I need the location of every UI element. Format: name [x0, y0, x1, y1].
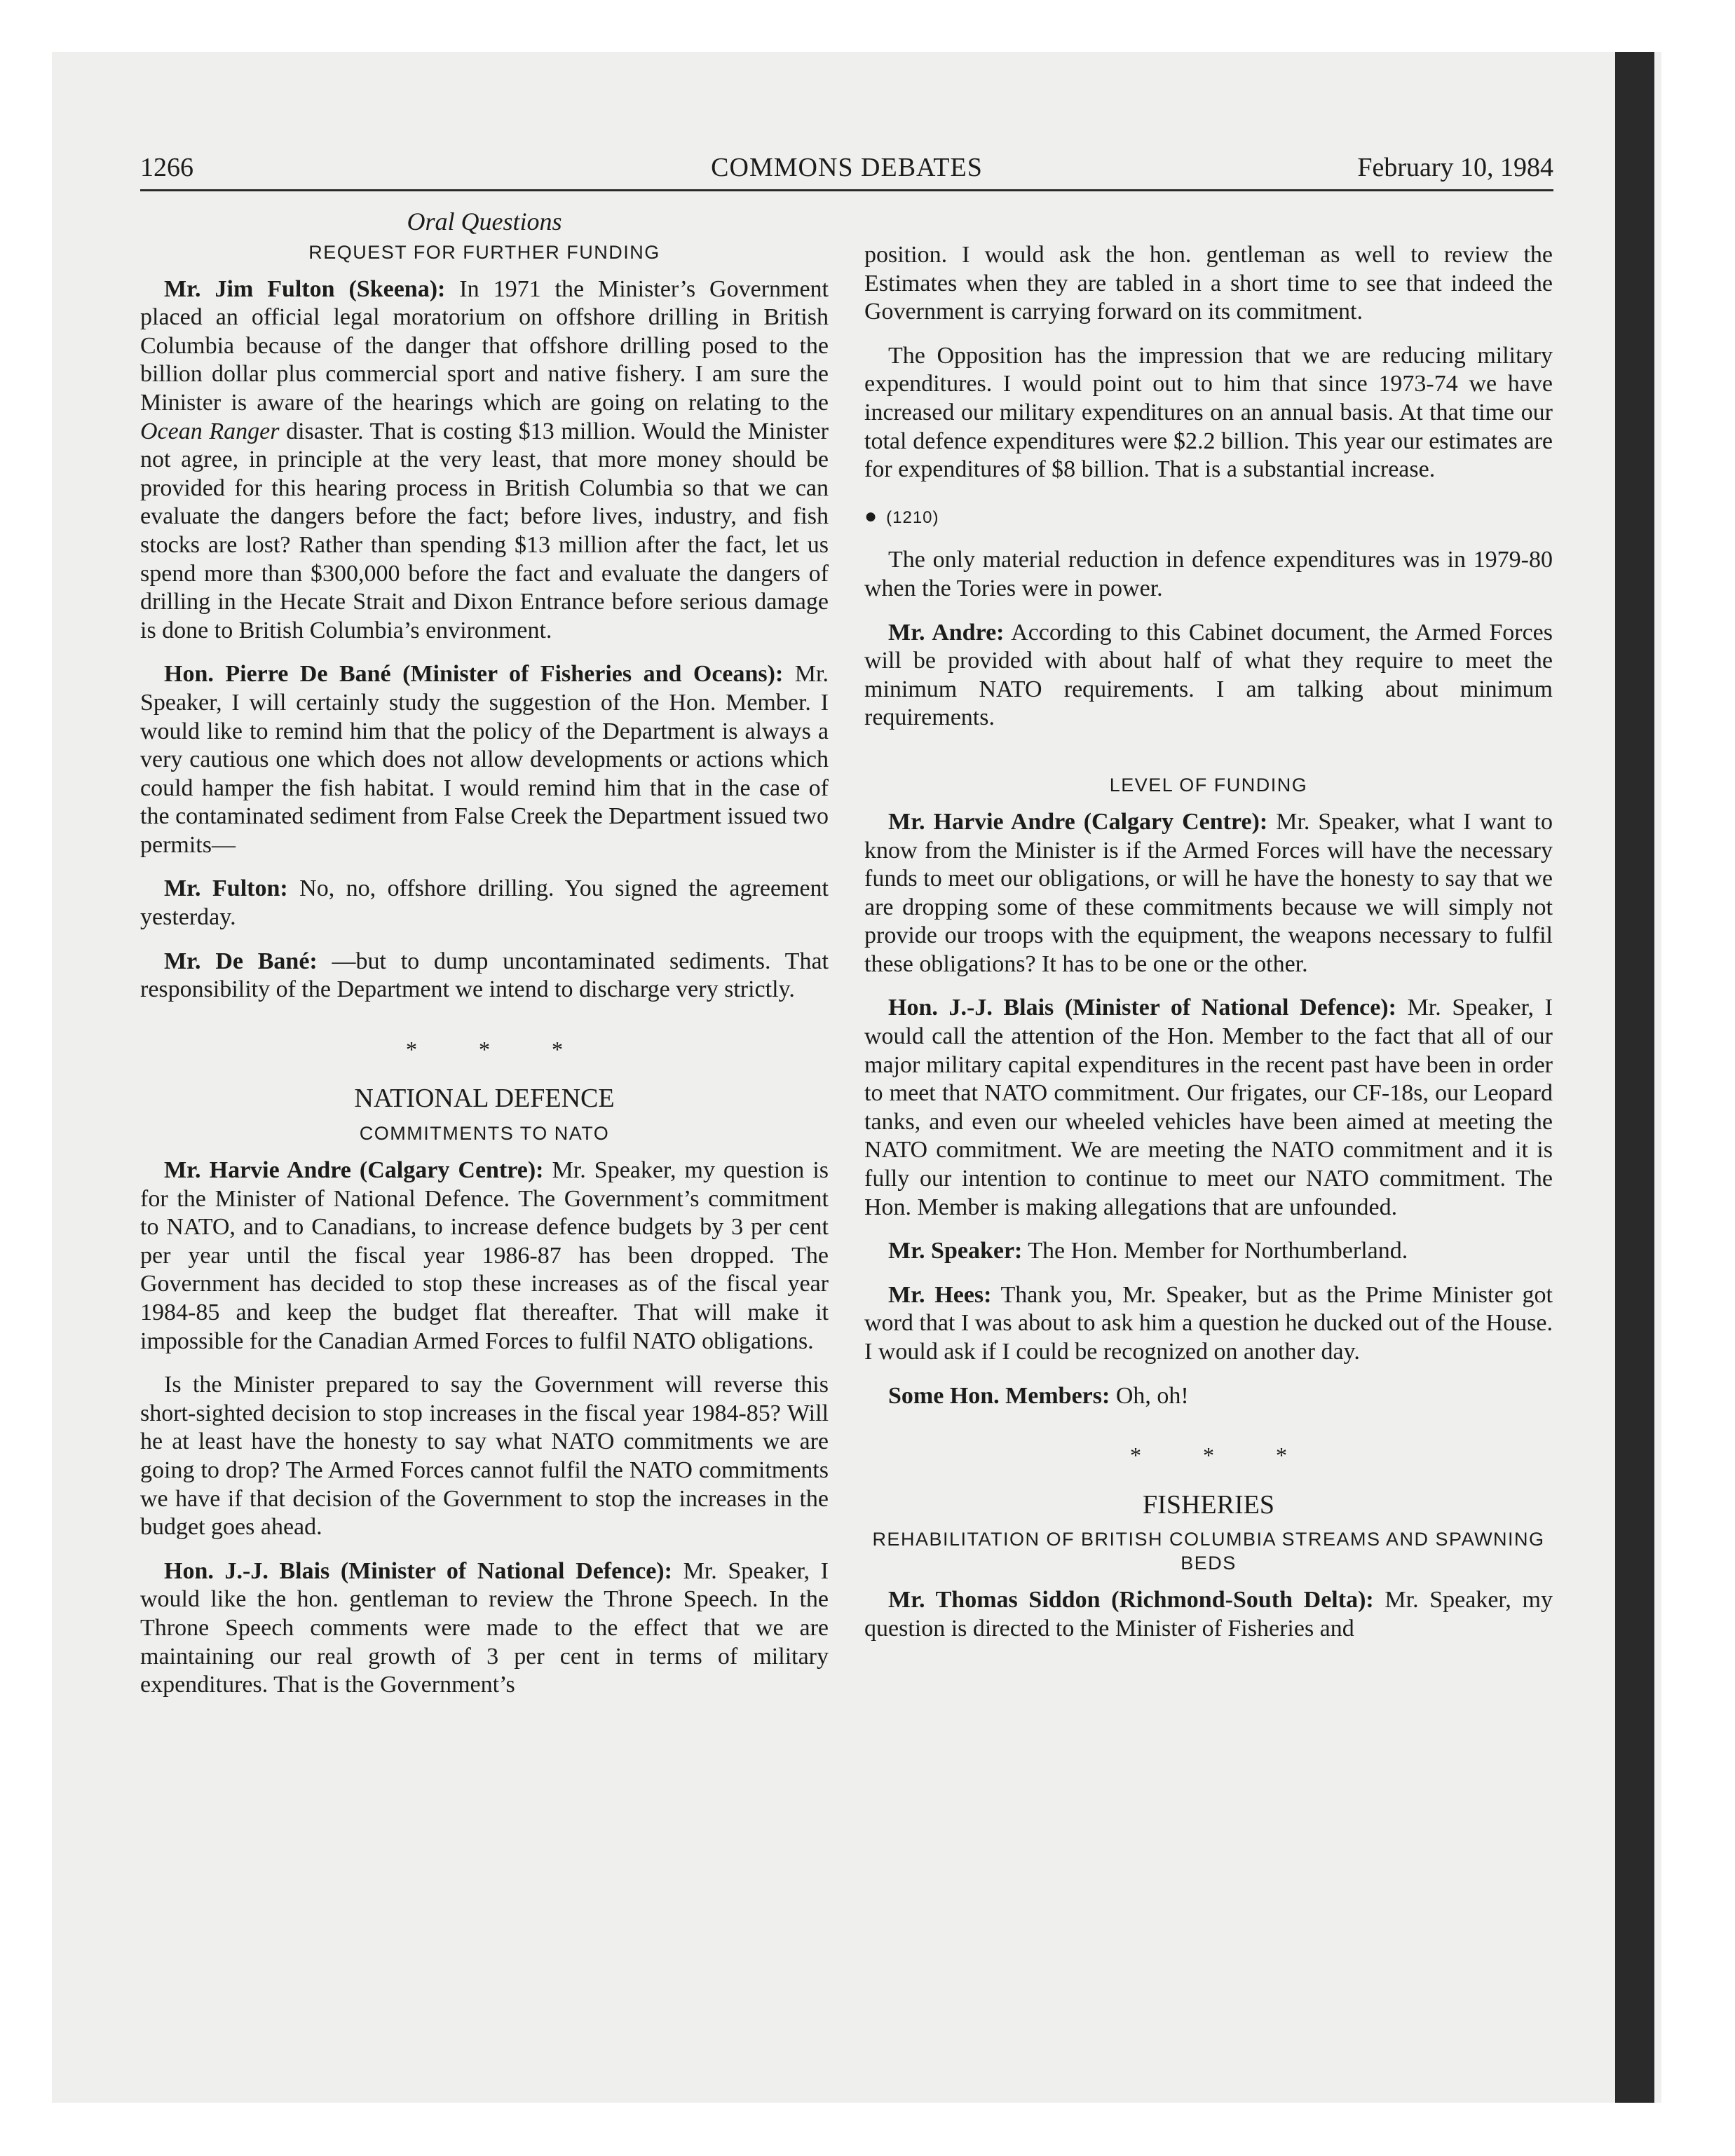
paragraph-andre-cabinet [864, 619, 1553, 732]
speaker-name: Hon. J.-J. Blais (Minister of National Defence): [888, 995, 1396, 1021]
time-stamp: (1210) [886, 507, 939, 527]
speech-text: According to this Cabinet document, the Armed Forces will be provided with about half of what they require to meet the minimum NATO requirements. I am talking about minimum requirements. [864, 619, 1553, 731]
subheading-commitments-nato: COMMITMENTS TO NATO [359, 1123, 610, 1145]
speaker-name: Mr. Harvie Andre (Calgary Centre): [888, 808, 1268, 835]
speech-text: Thank you, Mr. Speaker, but as the Prime Minister got word that I was about to ask him a question he ducked out of the House. I would ask if I could be recognized on another day. [864, 1281, 1553, 1365]
speaker-name: Mr. Andre: [888, 619, 1005, 646]
paragraph-members [864, 1382, 1553, 1411]
paragraph-blais-reply [864, 994, 1553, 1222]
paragraph-debane-reply [140, 948, 829, 1004]
paragraph-siddon-question [864, 1586, 1553, 1643]
speech-text: disaster. That is costing $13 million. Would the Minister not agree, in principle at the very least, that more money should be provided for this hearing process in British Columbia so that we can evaluate the dangers before the fact; before lives, industry, and fish stocks are lost? Rather than spending $13 million after the fact, let us spend more than $300,000 before the fact and evaluate the dangers of drilling in the Hecate Strait and Dixon Entrance before serious damage is done to British Columbia’s environment. [140, 418, 829, 643]
italic-ship-name: Ocean Ranger [140, 418, 280, 444]
section-separator: * * * [406, 1036, 591, 1062]
paragraph-blais-answer-cont: position. I would ask the hon. gentleman as well to review the Estimates when they are tabled in a short time to see that indeed the Government is carrying forward on its commitment. [864, 242, 1553, 325]
paragraph-hees [864, 1281, 1553, 1367]
speaker-name: Mr. Harvie Andre (Calgary Centre): [164, 1157, 544, 1184]
section-oral-questions: Oral Questions [407, 207, 562, 236]
speech-text: Mr. Speaker, I will certainly study the suggestion of the Hon. Member. I would like to remind him that the policy of the Department is always a very cautious one which does not allow developments or actions which could hamper the fish habitat. I would remind him that in the case of the contaminated sediment from False Creek the Department issued two permits— [140, 661, 829, 858]
paragraph-andre-question-cont: Is the Minister prepared to say the Government will reverse this short-sighted decision to stop increases in the fiscal year 1984-85? Will he at least have the honesty to say what NATO commitments we are going to drop? The Armed Forces cannot fulfil the NATO commitments we have if that decision of the Government to stop the increases in the budget goes ahead. [140, 1372, 829, 1541]
speaker-name: Mr. Thomas Siddon (Richmond-South Delta): [888, 1587, 1374, 1613]
publication-title: COMMONS DEBATES [711, 153, 983, 182]
speech-text: —but to dump uncontaminated sediments. That responsibility of the Department we intend to discharge very strictly. [140, 948, 829, 1003]
section-heading-fisheries: FISHERIES [1143, 1489, 1274, 1520]
subheading-request-funding: REQUEST FOR FURTHER FUNDING [308, 241, 660, 263]
speech-text: Mr. Speaker, what I want to know from the Minister is if the Armed Forces will have the necessary funds to meet our obligations, or will he have the honesty to say that we are dropping some of these commitments because we will simply not provide our troops with the equipment, the weapons necessary to fulfil these obligations? It has to be one or the other. [864, 808, 1553, 977]
spacer [864, 748, 1553, 773]
paragraph-andre-question [140, 1157, 829, 1356]
speaker-name: Mr. Speaker: [888, 1238, 1023, 1264]
page-date: February 10, 1984 [1357, 153, 1553, 182]
speech-text: Mr. Speaker, I would call the attention of the Hon. Member to the fact that all of our major military capital expenditures in the recent past have been in order to meet that NATO commitment. Our frigates, our CF-18s, our Leopard tanks, and even our wheeled vehicles have been aimed at meeting the NATO commitment. We are meeting the NATO commitment and it is fully our intention to continue to meet our NATO commitment. The Hon. Member is making allegations that are unfounded. [864, 995, 1553, 1220]
section-heading-national-defence: NATIONAL DEFENCE [354, 1084, 615, 1114]
speaker-name: Mr. Jim Fulton (Skeena): [164, 275, 446, 302]
paragraph-blais-answer [140, 1557, 829, 1700]
speech-text: No, no, offshore drilling. You signed the agreement yesterday. [140, 875, 829, 931]
paragraph-blais-opposition: The Opposition has the impression that we are reducing military expenditures. I would point out to him that since 1973-74 we have increased our military expenditures on an annual basis. At that time our total defence expenditures were $2.2 billion. This year our estimates are for expenditures of $8 billion. That is a substantial increase. [864, 342, 1553, 483]
speaker-name: Hon. J.-J. Blais (Minister of National Defence): [164, 1557, 672, 1584]
paragraph-speaker [864, 1237, 1553, 1266]
speaker-name: Hon. Pierre De Bané (Minister of Fisheries and Oceans): [164, 661, 784, 688]
page-number: 1266 [140, 153, 193, 182]
subheading-level-funding: LEVEL OF FUNDING [1109, 774, 1308, 796]
speech-text: Oh, oh! [1110, 1382, 1189, 1409]
paragraph-debane-answer [140, 660, 829, 859]
speaker-name: Mr. Fulton: [164, 875, 288, 902]
speaker-name: Mr. Hees: [888, 1281, 992, 1308]
left-column [140, 207, 829, 1715]
bullet-icon: ● [864, 504, 878, 528]
time-marker [864, 503, 1553, 533]
speech-text: Mr. Speaker, my question is for the Minister of National Defence. The Government’s commitment to NATO, and to Canadians, to increase defence budgets by 3 per cent per year until the fiscal year 1986-87 has been dropped. The Government has decided to stop these increases as of the fiscal year 1984-85 and keep the budget flat thereafter. That will make it impossible for the Canadian Armed Forces to fulfil NATO obligations. [140, 1157, 829, 1354]
paragraph-blais-tories: The only material reduction in defence expenditures was in 1979-80 when the Tories were in power. [864, 547, 1553, 601]
scan-edge-shadow [1615, 52, 1654, 2103]
speaker-name: Some Hon. Members: [888, 1382, 1110, 1409]
section-separator: * * * [1130, 1442, 1315, 1468]
speech-text: In 1971 the Minister’s Government placed an official legal moratorium on offshore drilling in British Columbia because of the danger that offshore drilling posed to the billion dollar plus commercial sport and native fishery. I am sure the Minister is aware of the hearings which are going on relating to the [140, 275, 829, 416]
paragraph-fulton-interjection [140, 875, 829, 932]
speaker-name: Mr. De Bané: [164, 948, 318, 974]
subheading-rehabilitation: REHABILITATION OF BRITISH COLUMBIA STREAMS AND SPAWNING BEDS [872, 1529, 1545, 1574]
right-column [864, 241, 1553, 1659]
page-header [140, 150, 1553, 191]
speech-text: Mr. Speaker, my question is directed to the Minister of Fisheries and [864, 1587, 1553, 1642]
speech-text: The Hon. Member for Northumberland. [1022, 1238, 1408, 1264]
paragraph-andre-supplementary [864, 808, 1553, 979]
paragraph-fulton-question [140, 275, 829, 646]
speech-text: Mr. Speaker, I would like the hon. gentleman to review the Throne Speech. In the Throne Speech comments were made to the effect that we are maintaining our real growth of 3 per cent in terms of military expenditures. That is the Government’s [140, 1557, 829, 1698]
